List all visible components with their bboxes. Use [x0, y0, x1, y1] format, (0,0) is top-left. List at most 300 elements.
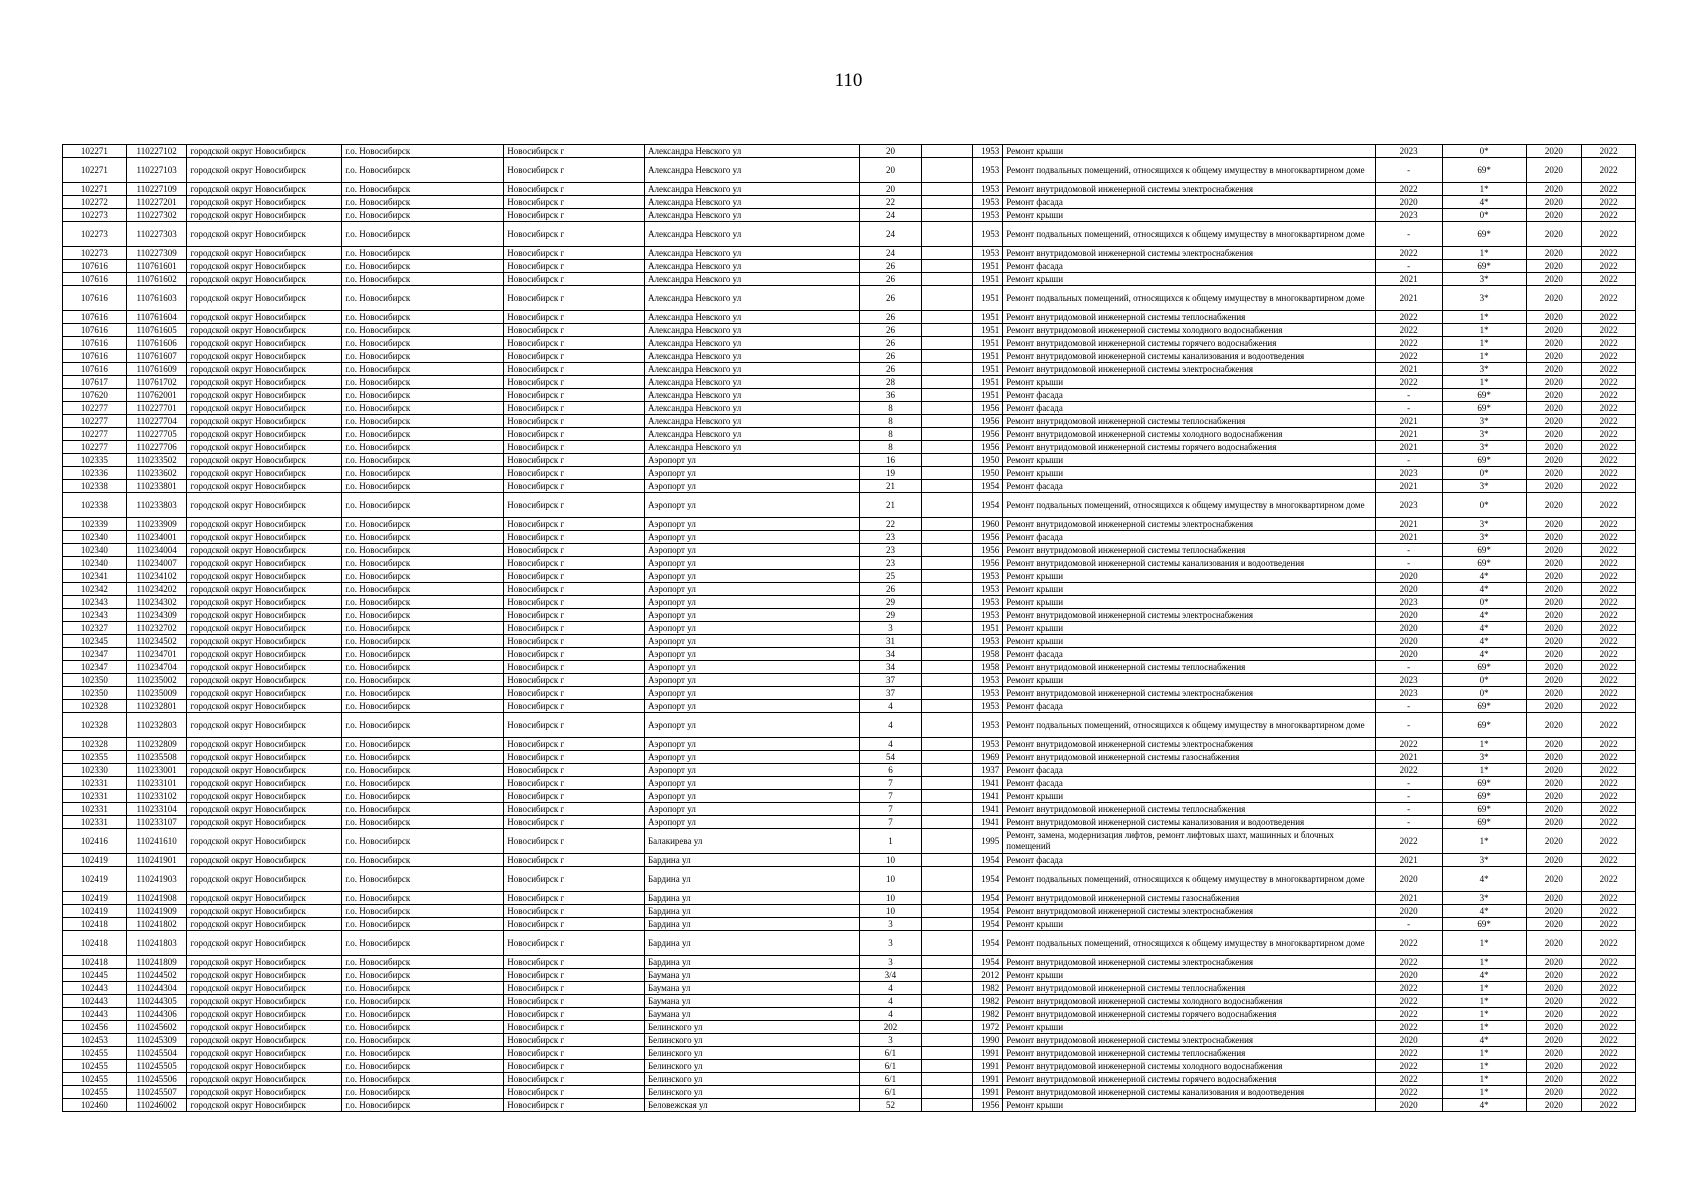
cell-period-start: 2020	[1526, 337, 1582, 350]
cell-locality: Новосибирск г	[504, 596, 645, 609]
cell-street: Белинского ул	[644, 1021, 859, 1034]
cell-term-code: 1*	[1442, 1086, 1526, 1099]
cell-planned-year: 2022	[1375, 350, 1442, 363]
cell-building	[922, 209, 973, 222]
table-row	[63, 518, 1636, 531]
cell-year-built: 1954	[972, 956, 1002, 969]
cell-work-type: Ремонт внутридомовой инженерной системы теплоснабжения	[1003, 544, 1375, 557]
cell-municipality: г.о. Новосибирск	[342, 622, 504, 635]
cell-locality: Новосибирск г	[504, 982, 645, 995]
cell-planned-year: 2022	[1375, 1060, 1442, 1073]
cell-work-id: 110244502	[126, 969, 187, 982]
cell-work-id: 110233001	[126, 764, 187, 777]
cell-municipality: г.о. Новосибирск	[342, 867, 504, 892]
cell-period-start: 2020	[1526, 622, 1582, 635]
cell-planned-year: 2021	[1375, 531, 1442, 544]
cell-planned-year: 2020	[1375, 635, 1442, 648]
cell-work-type: Ремонт фасада	[1003, 196, 1375, 209]
cell-building	[922, 892, 973, 905]
cell-locality: Новосибирск г	[504, 905, 645, 918]
cell-period-end: 2022	[1582, 311, 1636, 324]
cell-street: Александра Невского ул	[644, 273, 859, 286]
cell-year-built: 1953	[972, 609, 1002, 622]
cell-municipal-district: городской округ Новосибирск	[187, 867, 342, 892]
cell-building	[922, 247, 973, 260]
cell-term-code: 0*	[1442, 467, 1526, 480]
cell-planned-year: 2023	[1375, 674, 1442, 687]
cell-period-start: 2020	[1526, 777, 1582, 790]
cell-planned-year: 2021	[1375, 415, 1442, 428]
cell-house-number: 52	[859, 1099, 922, 1112]
cell-period-end: 2022	[1582, 324, 1636, 337]
cell-planned-year: 2022	[1375, 1047, 1442, 1060]
cell-planned-year: 2022	[1375, 995, 1442, 1008]
cell-period-start: 2020	[1526, 286, 1582, 311]
cell-planned-year: 2022	[1375, 956, 1442, 969]
cell-street: Баумана ул	[644, 1008, 859, 1021]
cell-year-built: 1953	[972, 738, 1002, 751]
cell-house-id: 102328	[63, 713, 127, 738]
cell-work-id: 110234309	[126, 609, 187, 622]
table-row	[63, 1008, 1636, 1021]
cell-municipal-district: городской округ Новосибирск	[187, 829, 342, 854]
cell-period-end: 2022	[1582, 751, 1636, 764]
cell-municipality: г.о. Новосибирск	[342, 892, 504, 905]
cell-period-start: 2020	[1526, 557, 1582, 570]
cell-planned-year: 2022	[1375, 982, 1442, 995]
cell-year-built: 1953	[972, 247, 1002, 260]
cell-municipal-district: городской округ Новосибирск	[187, 918, 342, 931]
cell-year-built: 1956	[972, 531, 1002, 544]
cell-municipal-district: городской округ Новосибирск	[187, 596, 342, 609]
cell-municipality: г.о. Новосибирск	[342, 311, 504, 324]
cell-year-built: 1956	[972, 441, 1002, 454]
cell-municipality: г.о. Новосибирск	[342, 209, 504, 222]
cell-work-id: 110227706	[126, 441, 187, 454]
cell-planned-year: 2023	[1375, 209, 1442, 222]
cell-locality: Новосибирск г	[504, 557, 645, 570]
table-row	[63, 260, 1636, 273]
cell-work-id: 110234202	[126, 583, 187, 596]
cell-work-type: Ремонт внутридомовой инженерной системы канализования и водоотведения	[1003, 350, 1375, 363]
cell-planned-year: -	[1375, 777, 1442, 790]
cell-term-code: 1*	[1442, 324, 1526, 337]
cell-work-type: Ремонт крыши	[1003, 790, 1375, 803]
cell-house-id: 102443	[63, 995, 127, 1008]
cell-year-built: 1953	[972, 222, 1002, 247]
cell-work-id: 110241610	[126, 829, 187, 854]
cell-locality: Новосибирск г	[504, 1008, 645, 1021]
cell-work-id: 110234704	[126, 661, 187, 674]
cell-street: Бардина ул	[644, 892, 859, 905]
cell-work-type: Ремонт внутридомовой инженерной системы теплоснабжения	[1003, 982, 1375, 995]
cell-building	[922, 273, 973, 286]
cell-municipality: г.о. Новосибирск	[342, 376, 504, 389]
cell-house-id: 102338	[63, 493, 127, 518]
cell-building	[922, 480, 973, 493]
cell-period-start: 2020	[1526, 493, 1582, 518]
cell-locality: Новосибирск г	[504, 402, 645, 415]
cell-municipal-district: городской округ Новосибирск	[187, 956, 342, 969]
table-row	[63, 1060, 1636, 1073]
cell-work-type: Ремонт внутридомовой инженерной системы электроснабжения	[1003, 518, 1375, 531]
cell-locality: Новосибирск г	[504, 518, 645, 531]
cell-term-code: 69*	[1442, 222, 1526, 247]
table-row	[63, 982, 1636, 995]
cell-planned-year: 2021	[1375, 751, 1442, 764]
cell-locality: Новосибирск г	[504, 337, 645, 350]
cell-term-code: 4*	[1442, 609, 1526, 622]
cell-term-code: 0*	[1442, 687, 1526, 700]
cell-house-id: 102341	[63, 570, 127, 583]
cell-house-number: 37	[859, 674, 922, 687]
cell-municipal-district: городской округ Новосибирск	[187, 531, 342, 544]
cell-municipal-district: городской округ Новосибирск	[187, 1047, 342, 1060]
cell-year-built: 1991	[972, 1086, 1002, 1099]
cell-planned-year: 2020	[1375, 867, 1442, 892]
cell-building	[922, 751, 973, 764]
cell-planned-year: 2020	[1375, 648, 1442, 661]
cell-planned-year: -	[1375, 918, 1442, 931]
cell-period-start: 2020	[1526, 738, 1582, 751]
table-row	[63, 196, 1636, 209]
registry-table	[62, 144, 1636, 1112]
cell-work-type: Ремонт внутридомовой инженерной системы холодного водоснабжения	[1003, 428, 1375, 441]
cell-street: Александра Невского ул	[644, 363, 859, 376]
cell-locality: Новосибирск г	[504, 441, 645, 454]
cell-municipal-district: городской округ Новосибирск	[187, 273, 342, 286]
cell-term-code: 3*	[1442, 286, 1526, 311]
cell-municipality: г.о. Новосибирск	[342, 829, 504, 854]
cell-period-end: 2022	[1582, 273, 1636, 286]
cell-house-id: 102340	[63, 531, 127, 544]
cell-house-id: 102272	[63, 196, 127, 209]
cell-municipality: г.о. Новосибирск	[342, 1099, 504, 1112]
cell-building	[922, 415, 973, 428]
cell-street: Аэропорт ул	[644, 583, 859, 596]
cell-work-type: Ремонт фасада	[1003, 480, 1375, 493]
cell-work-type: Ремонт внутридомовой инженерной системы горячего водоснабжения	[1003, 1008, 1375, 1021]
cell-house-id: 102345	[63, 635, 127, 648]
cell-period-start: 2020	[1526, 1047, 1582, 1060]
cell-period-start: 2020	[1526, 905, 1582, 918]
cell-locality: Новосибирск г	[504, 661, 645, 674]
cell-street: Аэропорт ул	[644, 816, 859, 829]
cell-planned-year: -	[1375, 557, 1442, 570]
cell-locality: Новосибирск г	[504, 969, 645, 982]
cell-work-id: 110233104	[126, 803, 187, 816]
cell-year-built: 1953	[972, 674, 1002, 687]
cell-year-built: 1982	[972, 995, 1002, 1008]
cell-work-type: Ремонт фасада	[1003, 531, 1375, 544]
cell-period-end: 2022	[1582, 145, 1636, 158]
cell-house-number: 7	[859, 803, 922, 816]
cell-municipal-district: городской округ Новосибирск	[187, 931, 342, 956]
cell-planned-year: 2022	[1375, 1086, 1442, 1099]
cell-street: Балакирева ул	[644, 829, 859, 854]
cell-building	[922, 661, 973, 674]
cell-building	[922, 648, 973, 661]
cell-term-code: 4*	[1442, 1034, 1526, 1047]
cell-house-id: 102443	[63, 982, 127, 995]
cell-street: Бардина ул	[644, 956, 859, 969]
cell-work-id: 110227701	[126, 402, 187, 415]
cell-term-code: 1*	[1442, 956, 1526, 969]
cell-house-number: 26	[859, 273, 922, 286]
table-row	[63, 350, 1636, 363]
cell-house-number: 3	[859, 956, 922, 969]
cell-municipality: г.о. Новосибирск	[342, 467, 504, 480]
cell-locality: Новосибирск г	[504, 803, 645, 816]
cell-period-end: 2022	[1582, 622, 1636, 635]
cell-work-id: 110234007	[126, 557, 187, 570]
cell-year-built: 1990	[972, 1034, 1002, 1047]
cell-house-number: 26	[859, 363, 922, 376]
cell-planned-year: 2020	[1375, 196, 1442, 209]
cell-year-built: 1969	[972, 751, 1002, 764]
cell-building	[922, 311, 973, 324]
cell-term-code: 0*	[1442, 493, 1526, 518]
cell-house-id: 102443	[63, 1008, 127, 1021]
cell-locality: Новосибирск г	[504, 609, 645, 622]
cell-street: Аэропорт ул	[644, 467, 859, 480]
cell-period-end: 2022	[1582, 635, 1636, 648]
cell-building	[922, 777, 973, 790]
cell-work-type: Ремонт крыши	[1003, 635, 1375, 648]
cell-period-start: 2020	[1526, 982, 1582, 995]
cell-street: Аэропорт ул	[644, 777, 859, 790]
cell-work-type: Ремонт фасада	[1003, 764, 1375, 777]
cell-municipality: г.о. Новосибирск	[342, 324, 504, 337]
cell-house-number: 26	[859, 337, 922, 350]
cell-house-id: 102339	[63, 518, 127, 531]
cell-period-end: 2022	[1582, 402, 1636, 415]
cell-term-code: 1*	[1442, 1060, 1526, 1073]
cell-planned-year: -	[1375, 544, 1442, 557]
cell-term-code: 1*	[1442, 376, 1526, 389]
cell-period-start: 2020	[1526, 751, 1582, 764]
cell-term-code: 1*	[1442, 1047, 1526, 1060]
cell-period-end: 2022	[1582, 892, 1636, 905]
cell-municipal-district: городской округ Новосибирск	[187, 1021, 342, 1034]
cell-house-number: 19	[859, 467, 922, 480]
cell-house-number: 8	[859, 441, 922, 454]
cell-work-type: Ремонт внутридомовой инженерной системы газоснабжения	[1003, 751, 1375, 764]
cell-work-id: 110235002	[126, 674, 187, 687]
cell-municipal-district: городской округ Новосибирск	[187, 145, 342, 158]
table-row	[63, 790, 1636, 803]
cell-street: Белинского ул	[644, 1047, 859, 1060]
cell-house-id: 107620	[63, 389, 127, 402]
cell-year-built: 1956	[972, 557, 1002, 570]
cell-work-id: 110241903	[126, 867, 187, 892]
cell-municipal-district: городской округ Новосибирск	[187, 635, 342, 648]
cell-municipality: г.о. Новосибирск	[342, 609, 504, 622]
cell-year-built: 1954	[972, 918, 1002, 931]
cell-house-id: 107616	[63, 324, 127, 337]
cell-municipal-district: городской округ Новосибирск	[187, 454, 342, 467]
cell-house-id: 102455	[63, 1060, 127, 1073]
cell-municipality: г.о. Новосибирск	[342, 183, 504, 196]
cell-planned-year: 2021	[1375, 480, 1442, 493]
cell-work-id: 110232803	[126, 713, 187, 738]
cell-house-id: 102331	[63, 777, 127, 790]
cell-building	[922, 583, 973, 596]
cell-municipal-district: городской округ Новосибирск	[187, 982, 342, 995]
cell-house-id: 102453	[63, 1034, 127, 1047]
cell-period-end: 2022	[1582, 222, 1636, 247]
cell-municipal-district: городской округ Новосибирск	[187, 609, 342, 622]
cell-building	[922, 982, 973, 995]
cell-term-code: 69*	[1442, 790, 1526, 803]
cell-street: Аэропорт ул	[644, 635, 859, 648]
cell-year-built: 1954	[972, 493, 1002, 518]
cell-municipal-district: городской округ Новосибирск	[187, 674, 342, 687]
cell-municipal-district: городской округ Новосибирск	[187, 687, 342, 700]
cell-work-type: Ремонт внутридомовой инженерной системы газоснабжения	[1003, 892, 1375, 905]
cell-house-number: 4	[859, 995, 922, 1008]
cell-year-built: 1991	[972, 1060, 1002, 1073]
cell-municipality: г.о. Новосибирск	[342, 918, 504, 931]
cell-period-end: 2022	[1582, 557, 1636, 570]
cell-work-id: 110233502	[126, 454, 187, 467]
cell-period-start: 2020	[1526, 389, 1582, 402]
cell-work-type: Ремонт крыши	[1003, 969, 1375, 982]
cell-house-number: 23	[859, 544, 922, 557]
cell-building	[922, 609, 973, 622]
cell-work-type: Ремонт внутридомовой инженерной системы холодного водоснабжения	[1003, 1060, 1375, 1073]
cell-building	[922, 700, 973, 713]
cell-term-code: 69*	[1442, 454, 1526, 467]
cell-period-start: 2020	[1526, 583, 1582, 596]
cell-year-built: 1937	[972, 764, 1002, 777]
cell-period-end: 2022	[1582, 518, 1636, 531]
cell-street: Бардина ул	[644, 854, 859, 867]
cell-term-code: 0*	[1442, 596, 1526, 609]
cell-period-end: 2022	[1582, 376, 1636, 389]
cell-year-built: 1958	[972, 648, 1002, 661]
cell-house-id: 102271	[63, 145, 127, 158]
cell-municipal-district: городской округ Новосибирск	[187, 583, 342, 596]
table-row	[63, 816, 1636, 829]
cell-building	[922, 687, 973, 700]
cell-planned-year: 2020	[1375, 570, 1442, 583]
cell-year-built: 1953	[972, 145, 1002, 158]
cell-year-built: 1953	[972, 209, 1002, 222]
cell-building	[922, 337, 973, 350]
cell-house-number: 26	[859, 286, 922, 311]
cell-building	[922, 1034, 973, 1047]
cell-term-code: 1*	[1442, 183, 1526, 196]
cell-building	[922, 350, 973, 363]
cell-period-start: 2020	[1526, 145, 1582, 158]
cell-work-type: Ремонт крыши	[1003, 674, 1375, 687]
cell-municipality: г.о. Новосибирск	[342, 713, 504, 738]
cell-year-built: 1953	[972, 700, 1002, 713]
table-row	[63, 1034, 1636, 1047]
cell-work-type: Ремонт подвальных помещений, относящихся к общему имуществу в многоквартирном доме	[1003, 286, 1375, 311]
cell-work-id: 110244306	[126, 1008, 187, 1021]
cell-work-id: 110761702	[126, 376, 187, 389]
cell-municipal-district: городской округ Новосибирск	[187, 892, 342, 905]
cell-work-id: 110761606	[126, 337, 187, 350]
cell-locality: Новосибирск г	[504, 790, 645, 803]
cell-municipal-district: городской округ Новосибирск	[187, 415, 342, 428]
page-number: 110	[834, 70, 863, 91]
cell-work-type: Ремонт внутридомовой инженерной системы горячего водоснабжения	[1003, 337, 1375, 350]
cell-work-type: Ремонт внутридомовой инженерной системы канализования и водоотведения	[1003, 557, 1375, 570]
cell-locality: Новосибирск г	[504, 918, 645, 931]
cell-house-id: 107616	[63, 350, 127, 363]
cell-municipal-district: городской округ Новосибирск	[187, 905, 342, 918]
cell-period-end: 2022	[1582, 969, 1636, 982]
cell-house-id: 107616	[63, 337, 127, 350]
cell-work-type: Ремонт внутридомовой инженерной системы теплоснабжения	[1003, 1047, 1375, 1060]
cell-planned-year: -	[1375, 700, 1442, 713]
cell-locality: Новосибирск г	[504, 196, 645, 209]
cell-work-id: 110761602	[126, 273, 187, 286]
cell-term-code: 69*	[1442, 544, 1526, 557]
cell-period-start: 2020	[1526, 596, 1582, 609]
cell-period-end: 2022	[1582, 531, 1636, 544]
cell-building	[922, 441, 973, 454]
cell-locality: Новосибирск г	[504, 956, 645, 969]
cell-building	[922, 1073, 973, 1086]
cell-work-id: 110234701	[126, 648, 187, 661]
cell-work-type: Ремонт подвальных помещений, относящихся к общему имуществу в многоквартирном доме	[1003, 158, 1375, 183]
cell-work-type: Ремонт подвальных помещений, относящихся к общему имуществу в многоквартирном доме	[1003, 493, 1375, 518]
cell-building	[922, 790, 973, 803]
cell-house-id: 102456	[63, 1021, 127, 1034]
cell-house-number: 10	[859, 867, 922, 892]
cell-house-number: 3	[859, 1034, 922, 1047]
cell-house-number: 36	[859, 389, 922, 402]
cell-house-id: 102343	[63, 596, 127, 609]
cell-municipality: г.о. Новосибирск	[342, 816, 504, 829]
cell-planned-year: 2022	[1375, 311, 1442, 324]
cell-house-id: 102277	[63, 415, 127, 428]
cell-period-end: 2022	[1582, 454, 1636, 467]
cell-municipality: г.о. Новосибирск	[342, 956, 504, 969]
cell-planned-year: 2022	[1375, 738, 1442, 751]
cell-planned-year: -	[1375, 222, 1442, 247]
cell-house-number: 54	[859, 751, 922, 764]
cell-municipality: г.о. Новосибирск	[342, 777, 504, 790]
table-row	[63, 687, 1636, 700]
table-row	[63, 428, 1636, 441]
cell-period-end: 2022	[1582, 738, 1636, 751]
cell-municipality: г.о. Новосибирск	[342, 247, 504, 260]
cell-planned-year: 2023	[1375, 493, 1442, 518]
cell-locality: Новосибирск г	[504, 415, 645, 428]
cell-building	[922, 389, 973, 402]
cell-locality: Новосибирск г	[504, 1034, 645, 1047]
cell-house-number: 4	[859, 700, 922, 713]
cell-year-built: 1951	[972, 311, 1002, 324]
table-row	[63, 544, 1636, 557]
cell-building	[922, 918, 973, 931]
cell-year-built: 1954	[972, 931, 1002, 956]
cell-year-built: 1941	[972, 803, 1002, 816]
cell-building	[922, 816, 973, 829]
cell-street: Александра Невского ул	[644, 402, 859, 415]
cell-period-start: 2020	[1526, 609, 1582, 622]
cell-period-start: 2020	[1526, 183, 1582, 196]
cell-house-number: 29	[859, 596, 922, 609]
cell-locality: Новосибирск г	[504, 635, 645, 648]
cell-house-id: 102340	[63, 544, 127, 557]
cell-period-end: 2022	[1582, 363, 1636, 376]
